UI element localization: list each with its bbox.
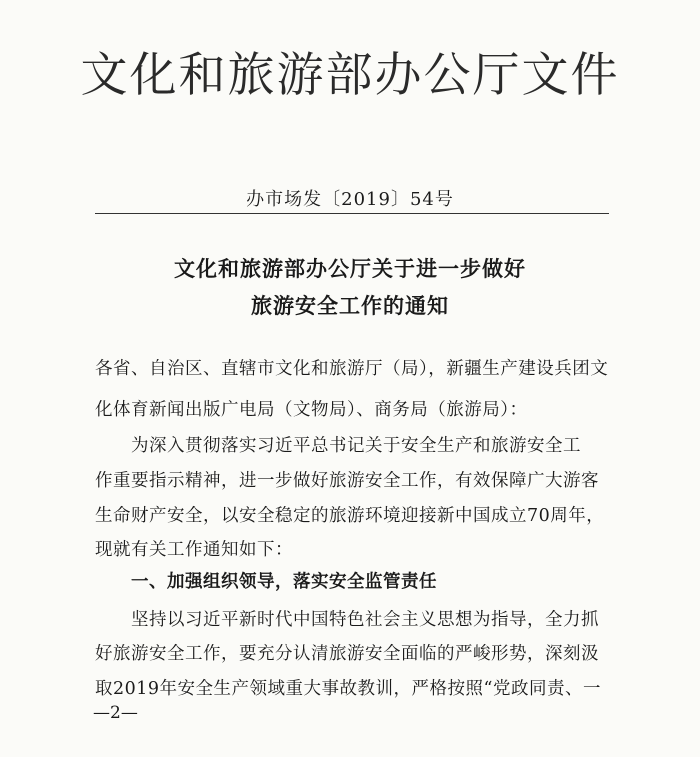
header-divider — [95, 213, 609, 214]
intro-paragraph-line-2: 作重要指示精神，进一步做好旅游安全工作，有效保障广大游客 — [95, 471, 599, 491]
intro-paragraph-line-4: 现就有关工作通知如下： — [95, 540, 293, 560]
intro-paragraph-line-1: 为深入贯彻落实习近平总书记关于安全生产和旅游安全工 — [131, 436, 581, 456]
notice-title-line-2: 旅游安全工作的通知 — [251, 293, 449, 318]
section-heading: 一、加强组织领导，落实安全监管责任 — [131, 572, 437, 592]
page-number: —2— — [93, 703, 138, 723]
document-header-title: 文化和旅游部办公厅文件 — [80, 48, 620, 103]
section-paragraph-line-2: 好旅游安全工作，要充分认清旅游安全面临的严峻形势，深刻汲 — [95, 644, 599, 664]
document-number: 办市场发〔2019〕54号 — [246, 189, 454, 210]
recipients-line-1: 各省、自治区、直辖市文化和旅游厅（局），新疆生产建设兵团文 — [95, 359, 609, 379]
notice-title-line-1: 文化和旅游部办公厅关于进一步做好 — [174, 256, 526, 281]
section-paragraph-line-3: 取2019年安全生产领域重大事故教训，严格按照“党政同责、一 — [95, 679, 601, 699]
section-paragraph-line-1: 坚持以习近平新时代中国特色社会主义思想为指导，全力抓 — [131, 610, 599, 630]
intro-paragraph-line-3: 生命财产安全，以安全稳定的旅游环境迎接新中国成立70周年， — [95, 506, 605, 526]
recipients-line-2: 化体育新闻出版广电局（文物局）、商务局（旅游局）： — [95, 400, 528, 420]
